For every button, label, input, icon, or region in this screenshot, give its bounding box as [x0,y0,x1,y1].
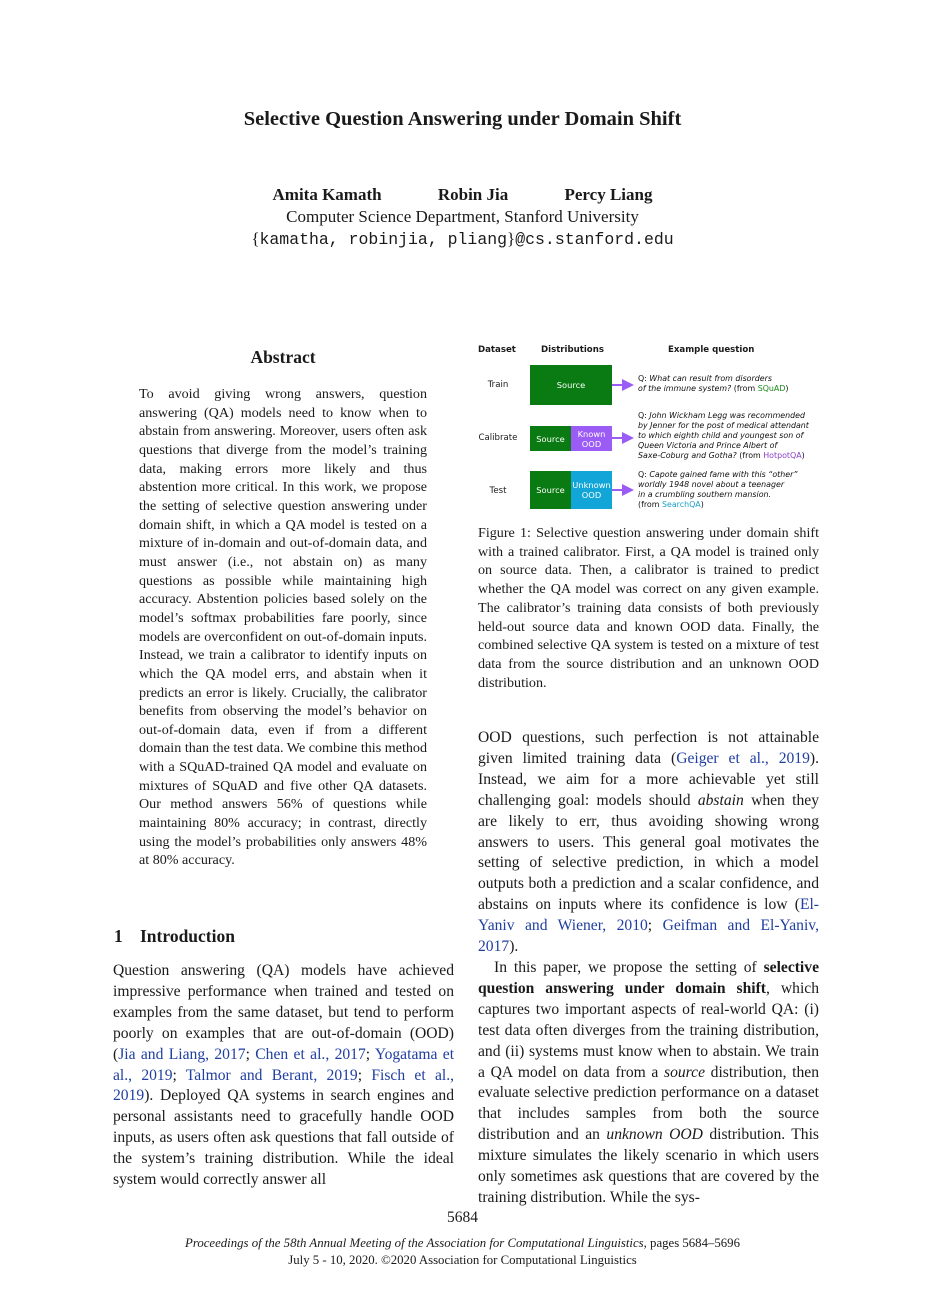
known-ood-box: Known OOD [571,426,612,451]
citation-link[interactable]: Geiger et al., 2019 [676,749,810,767]
citation-link[interactable]: Chen et al., 2017 [255,1045,366,1063]
author-name: Percy Liang [564,185,653,204]
header-dataset: Dataset [478,345,516,355]
figure-1 [470,340,830,515]
section-heading [114,926,235,947]
affiliation: Computer Science Department, Stanford University [286,207,639,226]
citation-link[interactable]: Fisch et al., 2019 [113,1066,455,1105]
figure-caption [478,524,819,692]
abstract-body [139,385,427,870]
source-box: Source [530,365,612,405]
intro-paragraph-1-continued: OOD questions, such perfection is not attainable given limited training data (Geiger et al., 2019). Instead, we aim for a more achievable yet still challenging goal: models should abstain when they are likely to err, thus avoiding showing wrong answers to users. This general goal motivates the setting of selective prediction, in which a model outputs both a prediction and a scalar confidence, and abstains on inputs where its confidence is low (El-Yaniv and Wiener, 2010; Geifman and El-Yaniv, 2017). [478,729,820,956]
page-number: 5684 [447,1209,478,1226]
test-question: Q: Capote gained fame with this “other” worldly 1948 novel about a teenager in a crumbling southern mansion. (from SearchQA) [638,470,798,510]
row-label-train: Train [487,380,509,390]
calibrate-question: Q: John Wickham Legg was recommended by Jenner for the post of medical attendant to which eighth child and youngest son of Queen Victoria and Prince Albert of Saxe-Coburg and Gotha? (from HotpotQA) [638,411,809,461]
email-domain: @cs.stanford.edu [515,230,674,249]
abstract-heading: Abstract [250,347,316,367]
author-list [0,185,925,205]
section-title: Introduction [140,926,235,946]
citation-link[interactable]: Talmor and Berant, 2019 [185,1066,358,1084]
unknown-ood-box: Unknown OOD [571,471,612,509]
proceedings-line: Proceedings of the 58th Annual Meeting of the Association for Computational Linguistics, pages 5684–5696 [185,1236,740,1250]
source-box: Source [530,471,571,509]
header-example: Example question [668,345,755,355]
citation-link[interactable]: Yogatama et al., 2019 [113,1045,455,1084]
citation-link[interactable]: El-Yaniv and Wiener, 2010 [478,896,819,935]
intro-right-column [478,728,819,1209]
email-users: kamatha, robinjia, pliang [259,230,508,249]
header-distributions: Distributions [541,345,604,355]
author-name: Robin Jia [437,185,509,204]
source-box: Source [530,426,571,451]
citation-link[interactable]: Geifman and El-Yaniv, 2017 [478,917,819,956]
intro-paragraph-1: Question answering (QA) models have achieved impressive performance when trained and tested on examples from the same dataset, but tend to perform poorly on examples that are out-of-domain (OOD) (Jia and Liang, 2017; Chen et al., 2017; Yogatama et al., 2019; Talmor and Berant, 2019; Fisch et al., 2019). Deployed QA systems in search engines and personal assistants need to gracefully handle OOD inputs, as users often ask questions that fall outside of the system’s training distribution. While the ideal system would correctly answer all [113,962,455,1189]
intro-left-column [113,961,454,1191]
abstract-text: To avoid giving wrong answers, question answering (QA) models need to know when to abstain from answering. Moreover, users often ask questions that diverge from the model’s training data, making errors more likely and thus abstention more critical. In this work, we propose the setting of selective question answering under domain shift, in which a QA model is tested on a mixture of in-domain and out-of-domain data, and must answer (i.e., not abstain on) as many questions as possible while maintaining high accuracy. Abstention policies based solely on the model’s softmax probabilities fare poorly, since models are overconfident on out-of-domain inputs. Instead, we train a calibrator to identify inputs on which the QA model errs, and abstain when it predicts an error is likely. Crucially, the calibrator benefits from observing the model’s behavior on out-of-domain data, even if from a different domain than the test data. We combine this method with a SQuAD-trained QA model and evaluate on mixtures of SQuAD and five other QA datasets. Our method answers 56% of questions while maintaining 80% accuracy; in contrast, directly using the model’s probabilities only answers 48% at 80% accuracy. [139,386,427,869]
row-label-test: Test [489,486,507,496]
paper-title: Selective Question Answering under Domain Shift [243,108,682,130]
row-label-calibrate: Calibrate [478,433,518,443]
intro-paragraph-2: In this paper, we propose the setting of selective question answering under domain shift, which captures two important aspects of real-world QA: (i) test data often diverges from the training distribution, and (ii) systems must know when to abstain. We train a QA model on data from a source distribution, then evaluate selective prediction performance on a dataset that includes samples from both the source distribution and an unknown OOD distribution. This mixture simulates the likely scenario in which users only sometimes ask questions that are covered by the training distribution. While the sys- [478,958,820,1206]
citation-link[interactable]: Jia and Liang, 2017 [118,1045,246,1063]
author-emails: {kamatha, robinjia, pliang}@cs.stanford.edu [251,229,674,249]
author-name: Amita Kamath [272,185,382,204]
caption-text: Figure 1: Selective question answering under domain shift with a trained calibrator. First, a QA model is trained only on source data. Then, a calibrator is trained to predict whether the QA model was correct on any given example. The calibrator’s training data consists of both previously held-out source data and known OOD data. Finally, the combined selective QA system is tested on a mixture of test data from the source distribution and an unknown OOD distribution. [478,525,819,691]
conference-line: July 5 - 10, 2020. ©2020 Association for Computational Linguistics [288,1253,637,1267]
section-number: 1 [114,926,123,946]
train-question: Q: What can result from disorders of the immune system? (from SQuAD) [638,374,789,394]
